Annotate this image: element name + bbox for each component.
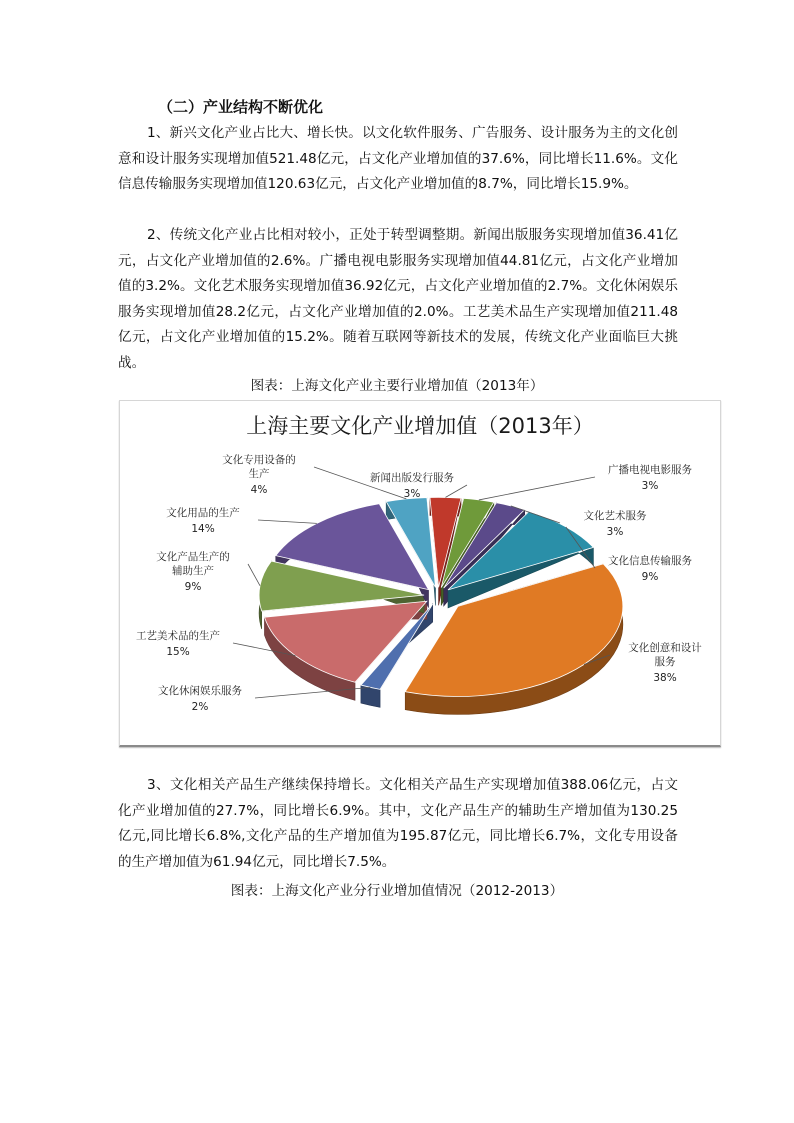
pie-value-label: 9% — [641, 571, 659, 583]
pie-slice-label: 文化艺术服务 — [583, 510, 647, 522]
chart-title: 上海主要文化产业增加值（2013年） — [246, 414, 594, 438]
chart-caption-2: 图表：上海文化产业分行业增加值情况（2012-2013） — [230, 883, 564, 899]
pie-slice-label: 文化用品的生产 — [166, 507, 240, 519]
pie-slice-label: 文化专用设备的生产 — [222, 454, 296, 480]
pie-value-label: 2% — [191, 701, 209, 713]
pie-slice-label: 文化信息传输服务 — [608, 555, 692, 567]
pie-value-label: 9% — [184, 581, 202, 593]
pie-slice-label: 广播电视电影服务 — [608, 464, 692, 476]
pie-chart-frame — [119, 400, 721, 747]
pie-value-label: 14% — [191, 523, 215, 535]
pie-value-label: 4% — [250, 484, 268, 496]
pie-value-label: 3% — [403, 488, 421, 500]
paragraph-emerging-industries: 1、新兴文化产业占比大、增长快。以文化软件服务、广告服务、设计服务为主的文化创意和设计服务实现增加值521.48亿元，占文化产业增加值的37.6%，同比增长11.6%。文化信息传输服务实现增加值120.63亿元，占文化产业增加值的8.7%，同比增长15.9%。 — [118, 125, 678, 193]
pie-leader-line — [479, 477, 595, 500]
pie-leader-line — [258, 520, 317, 523]
pie-value-label: 15% — [166, 646, 190, 658]
pie-value-label: 3% — [641, 480, 659, 492]
chart-caption: 图表：上海文化产业主要行业增加值（2013年） — [250, 378, 544, 394]
pie-value-label: 38% — [653, 672, 677, 684]
pie-slice-label: 文化产品生产的辅助生产 — [156, 551, 230, 577]
pie-leader-line — [248, 564, 260, 586]
pie-slice-label: 文化创意和设计服务 — [628, 642, 702, 668]
paragraph-related-products: 3、文化相关产品生产继续保持增长。文化相关产品生产实现增加值388.06亿元，占文化产业增加值的27.7%，同比增长6.9%。其中，文化产品生产的辅助生产增加值为130.25亿元,同比增长6.8%,文化产品的生产增加值为195.87亿元，同比增长6.7%，文化专用设备的生产增加值为61.94亿元，同比增长7.5%。 — [118, 777, 678, 870]
pie-value-label: 3% — [606, 526, 624, 538]
pie-slice-label: 新闻出版发行服务 — [370, 472, 454, 484]
section-heading: （二）产业结构不断优化 — [158, 98, 324, 116]
pie-chart — [120, 401, 720, 745]
pie-slice-label: 工艺美术品的生产 — [136, 630, 220, 642]
pie-slice-label: 文化休闲娱乐服务 — [158, 685, 242, 697]
paragraph-traditional-industries: 2、传统文化产业占比相对较小，正处于转型调整期。新闻出版服务实现增加值36.41亿元，占文化产业增加值的2.6%。广播电视电影服务实现增加值44.81亿元，占文化产业增加值的3.2%。文化艺术服务实现增加值36.92亿元，占文化产业增加值的2.7%。文化休闲娱乐服务实现增加值28.2亿元，占文化产业增加值的2.0%。工艺美术品生产实现增加值211.48亿元，占文化产业增加值的15.2%。随着互联网等新技术的发展，传统文化产业面临巨大挑战。 — [118, 227, 678, 371]
pie-leader-line — [445, 485, 467, 497]
